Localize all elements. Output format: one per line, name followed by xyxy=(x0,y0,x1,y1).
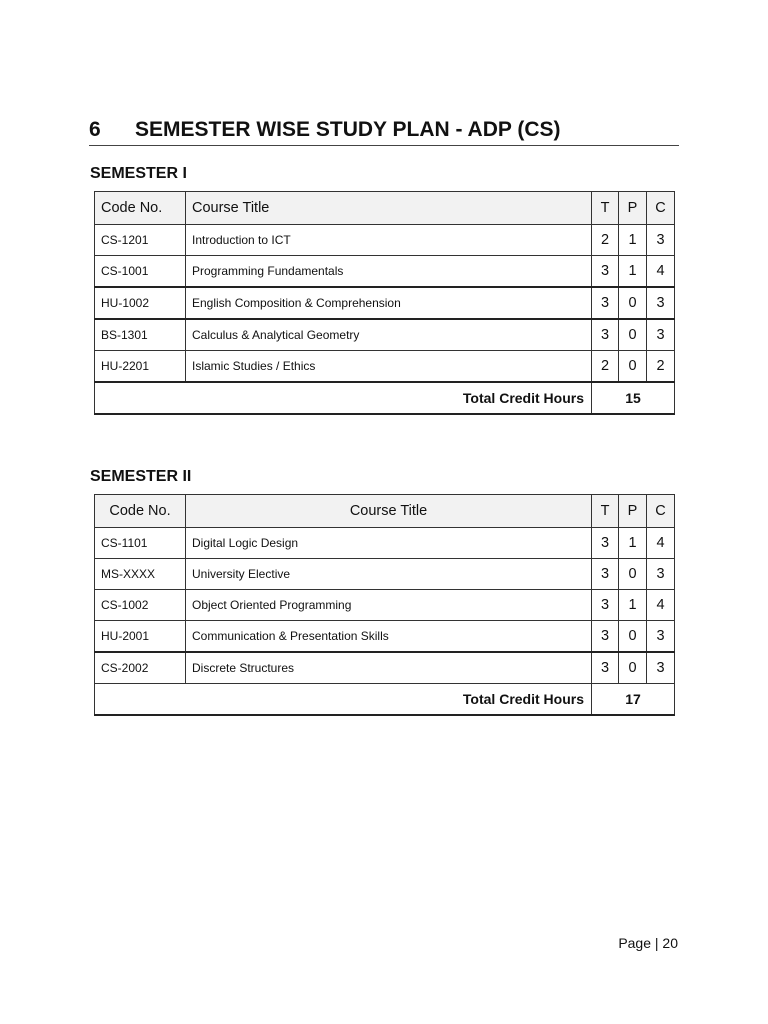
credit-hours: 3 xyxy=(647,621,675,653)
theory-hours: 2 xyxy=(592,351,619,383)
table-header-row xyxy=(95,495,675,528)
course-code: CS-1002 xyxy=(95,590,186,621)
header-c: C xyxy=(647,495,675,528)
course-title: University Elective xyxy=(186,559,592,590)
practical-hours: 0 xyxy=(619,652,647,684)
practical-hours: 0 xyxy=(619,621,647,653)
practical-hours: 1 xyxy=(619,225,647,256)
page-number: Page | 20 xyxy=(618,935,678,951)
course-title: Digital Logic Design xyxy=(186,528,592,559)
section-title: SEMESTER WISE STUDY PLAN - ADP (CS) xyxy=(135,118,561,141)
credit-hours: 3 xyxy=(647,319,675,351)
course-code: BS-1301 xyxy=(95,319,186,351)
table-row xyxy=(95,319,675,351)
course-code: CS-1101 xyxy=(95,528,186,559)
theory-hours: 3 xyxy=(592,621,619,653)
page-heading xyxy=(89,115,679,146)
theory-hours: 3 xyxy=(592,256,619,288)
theory-hours: 3 xyxy=(592,287,619,319)
table-row xyxy=(95,287,675,319)
course-title: Islamic Studies / Ethics xyxy=(186,351,592,383)
header-p: P xyxy=(619,192,647,225)
table-row xyxy=(95,621,675,653)
header-course-title: Course Title xyxy=(186,495,592,528)
credit-hours: 2 xyxy=(647,351,675,383)
course-code: MS-XXXX xyxy=(95,559,186,590)
theory-hours: 3 xyxy=(592,559,619,590)
semester-1-table xyxy=(94,191,675,415)
semester-2-title: SEMESTER II xyxy=(90,468,192,485)
course-title: Programming Fundamentals xyxy=(186,256,592,288)
table-header-row xyxy=(95,192,675,225)
credit-hours: 3 xyxy=(647,287,675,319)
course-code: HU-1002 xyxy=(95,287,186,319)
table-row xyxy=(95,559,675,590)
course-title: English Composition & Comprehension xyxy=(186,287,592,319)
practical-hours: 1 xyxy=(619,528,647,559)
semester-1-title: SEMESTER I xyxy=(90,165,187,182)
practical-hours: 0 xyxy=(619,351,647,383)
header-p: P xyxy=(619,495,647,528)
theory-hours: 3 xyxy=(592,652,619,684)
course-title: Introduction to ICT xyxy=(186,225,592,256)
practical-hours: 1 xyxy=(619,590,647,621)
table-row xyxy=(95,256,675,288)
course-code: HU-2201 xyxy=(95,351,186,383)
course-title: Discrete Structures xyxy=(186,652,592,684)
theory-hours: 3 xyxy=(592,528,619,559)
table-row xyxy=(95,528,675,559)
header-t: T xyxy=(592,495,619,528)
theory-hours: 3 xyxy=(592,590,619,621)
course-title: Object Oriented Programming xyxy=(186,590,592,621)
credit-hours: 3 xyxy=(647,559,675,590)
course-title: Calculus & Analytical Geometry xyxy=(186,319,592,351)
table-row xyxy=(95,590,675,621)
theory-hours: 3 xyxy=(592,319,619,351)
practical-hours: 0 xyxy=(619,559,647,590)
total-credit-hours-value: 15 xyxy=(592,382,675,414)
practical-hours: 0 xyxy=(619,319,647,351)
credit-hours: 4 xyxy=(647,590,675,621)
table-row xyxy=(95,652,675,684)
course-code: CS-1201 xyxy=(95,225,186,256)
course-code: CS-1001 xyxy=(95,256,186,288)
header-course-title: Course Title xyxy=(186,192,592,225)
total-credit-hours-value: 17 xyxy=(592,684,675,716)
header-c: C xyxy=(647,192,675,225)
credit-hours: 3 xyxy=(647,225,675,256)
credit-hours: 4 xyxy=(647,528,675,559)
total-credit-hours-label: Total Credit Hours xyxy=(95,382,592,414)
practical-hours: 1 xyxy=(619,256,647,288)
header-code: Code No. xyxy=(95,495,186,528)
course-code: CS-2002 xyxy=(95,652,186,684)
table-row xyxy=(95,225,675,256)
header-code: Code No. xyxy=(95,192,186,225)
practical-hours: 0 xyxy=(619,287,647,319)
course-title: Communication & Presentation Skills xyxy=(186,621,592,653)
credit-hours: 3 xyxy=(647,652,675,684)
total-row xyxy=(95,382,675,414)
header-t: T xyxy=(592,192,619,225)
semester-2-table xyxy=(94,494,675,716)
table-row xyxy=(95,351,675,383)
course-code: HU-2001 xyxy=(95,621,186,653)
credit-hours: 4 xyxy=(647,256,675,288)
theory-hours: 2 xyxy=(592,225,619,256)
section-number: 6 xyxy=(89,118,101,141)
total-row xyxy=(95,684,675,716)
total-credit-hours-label: Total Credit Hours xyxy=(95,684,592,716)
